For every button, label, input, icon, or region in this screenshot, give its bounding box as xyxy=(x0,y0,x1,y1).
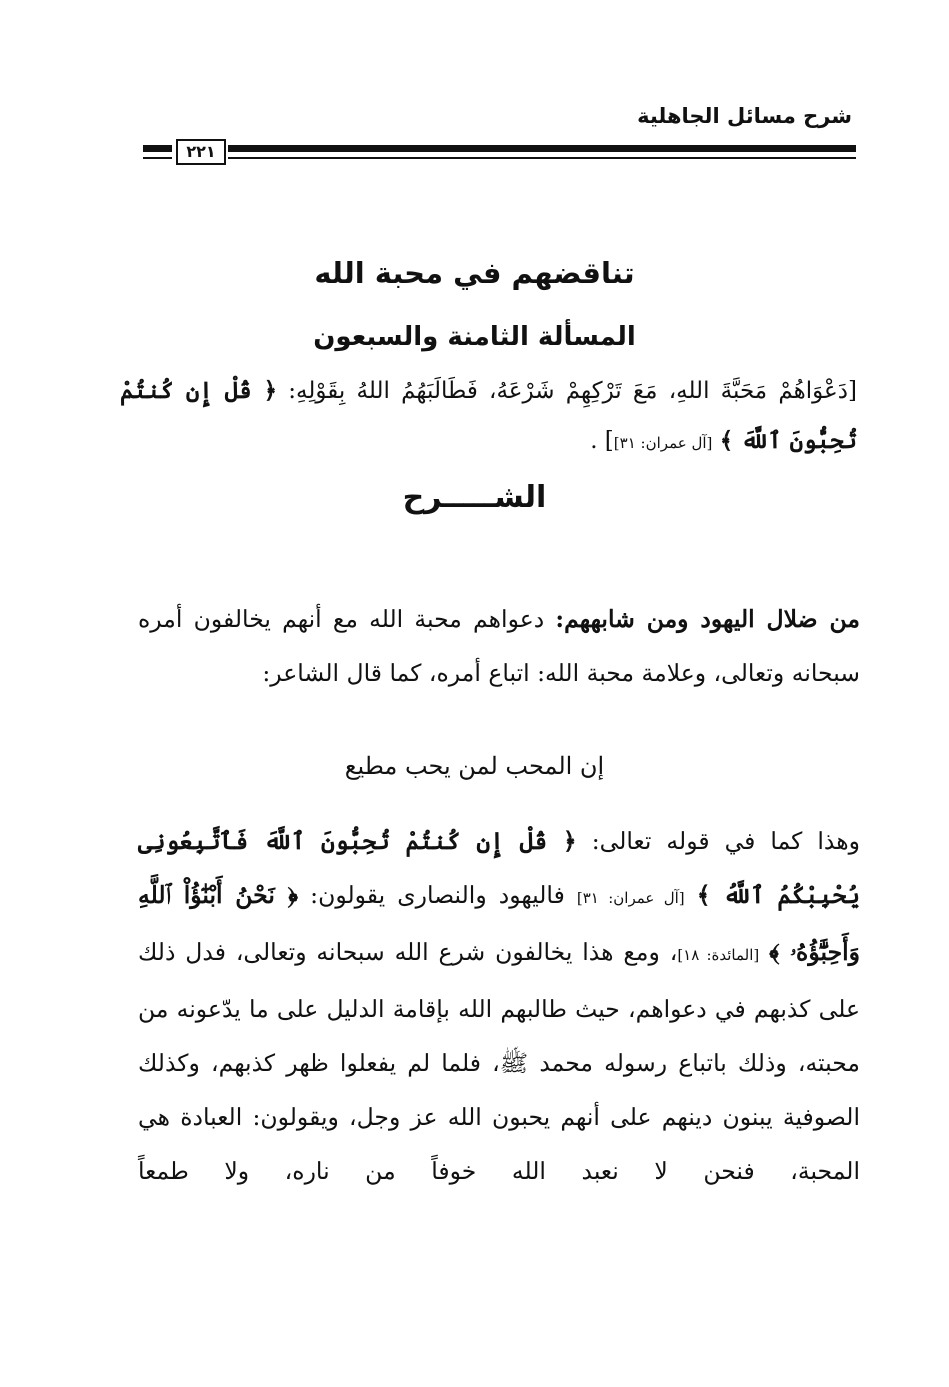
sharh-title: الشـــــرح xyxy=(402,480,547,515)
paragraph-1-text: دعواهم محبة الله مع أنهم يخالفون أمره سبحانه وتعالى، وعلامة محبة الله: اتباع أمره، كما قال الشاعر: xyxy=(138,605,860,687)
paragraph-2-middle: فاليهود والنصارى يقولون: xyxy=(310,881,565,909)
matn-quote xyxy=(120,366,857,468)
issue-title: المسألة الثامنة والسبعون xyxy=(313,322,636,352)
poem-line: إن المحب لمن يحب مطيع xyxy=(344,752,605,780)
header-rule-right xyxy=(228,145,856,159)
verse-reference-al-maidah: [المائدة: ١٨] xyxy=(677,946,760,964)
body-paragraph-1 xyxy=(138,592,860,700)
matn-text: [دَعْوَاهُمْ مَحَبَّةَ اللهِ، مَعَ تَرْكِهِمْ شَرْعَهُ، فَطَالَبَهُمُ اللهُ بِقَوْلِهِ: xyxy=(288,378,857,404)
paragraph-2-rest: ، ومع هذا يخالفون شرع الله سبحانه وتعالى، فدل ذلك على كذبهم في دعواهم، حيث طالبهم الله بإقامة الدليل على ما يدّعونه من محبته، وذلك باتباع رسوله محمد ﷺ، فلما لم يفعلوا ظهر كذبهم، وكذلك الصوفية يبنون دينهم على أنهم يحبون الله عز وجل، ويقولون: العبادة هي المحبة، فنحن لا نعبد الله خوفاً من ناره، ولا طمعاً xyxy=(138,938,860,1185)
paragraph-lead: من ضلال اليهود ومن شابههم: xyxy=(555,605,860,633)
verse-reference-ale-imran: [آل عمران: ٣١] xyxy=(576,889,685,907)
paragraph-2-intro: وهذا كما في قوله تعالى: xyxy=(591,827,860,855)
matn-verse: ﴿ قُلْ إِن كُنتُمْ تُحِبُّونَ ٱللَّهَ ﴾ xyxy=(120,377,857,454)
header-rule-left xyxy=(143,145,172,159)
page-number: ٢٢١ xyxy=(176,139,226,165)
chapter-title: تناقضهم في محبة الله xyxy=(314,256,635,290)
verse-al-maidah: ﴿ نَحْنُ أَبْنَٰٓؤُاْ ٱللَّهِ وَأَحِبَّٰٓؤُهُۥ ﴾ xyxy=(138,881,860,966)
verse-ale-imran: ﴿ قُلْ إِن كُنتُمْ تُحِبُّونَ ٱللَّهَ فَٱتَّبِعُونِى يُحْبِبْكُمُ ٱللَّهُ ﴾ xyxy=(138,827,860,909)
matn-verse-reference: [آل عمران: ٣١] xyxy=(613,434,713,452)
running-header-title: شرح مسائل الجاهلية xyxy=(637,104,852,128)
matn-close: ] . xyxy=(590,428,614,454)
body-paragraph-2 xyxy=(138,814,860,1198)
